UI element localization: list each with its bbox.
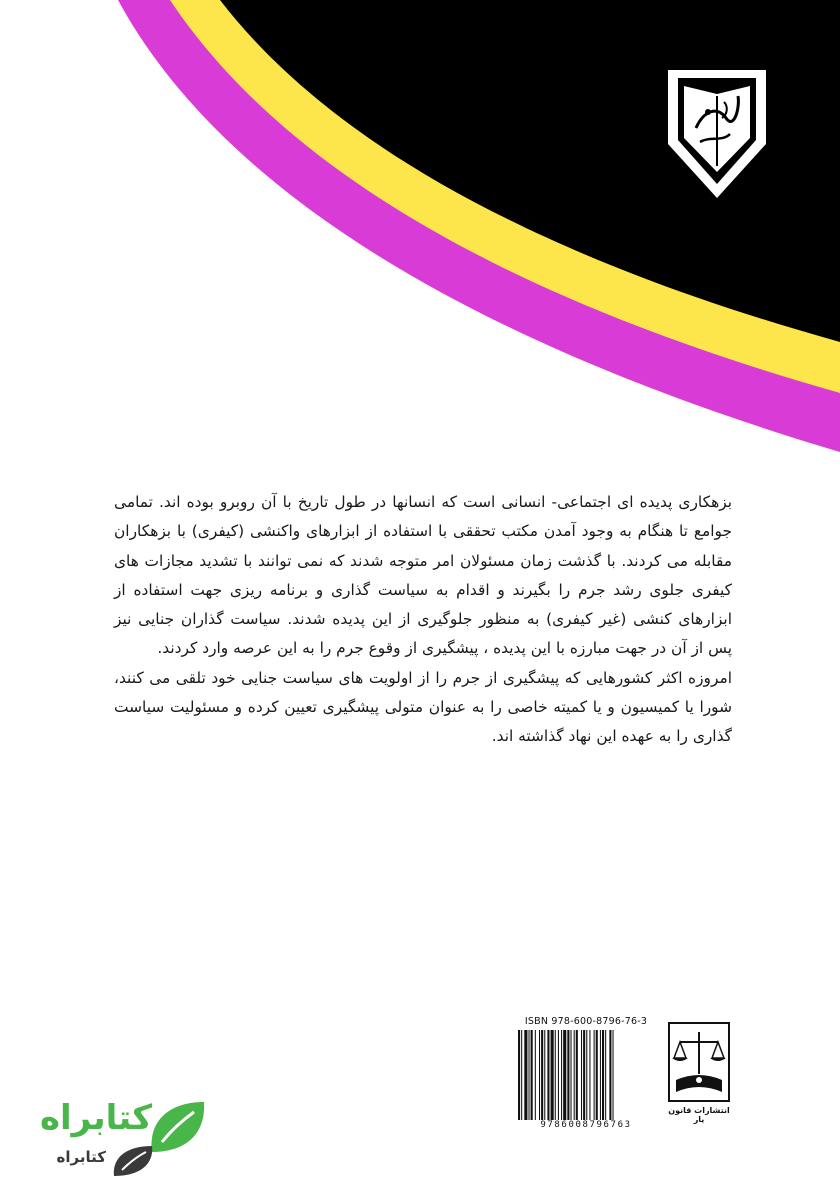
publisher-name: انتشارات قانون یار [668, 1106, 730, 1124]
scales-of-justice-book-icon [668, 1022, 730, 1102]
kitabrah-watermark [40, 1092, 210, 1184]
barcode-bars [516, 1030, 656, 1120]
open-book-shield-calligraphy-icon [664, 66, 770, 202]
watermark-text-small: کتابراه [56, 1148, 106, 1166]
isbn-barcode [512, 1016, 660, 1128]
cover-emblem-logo [664, 66, 770, 202]
watermark-text-large: کتابراه [39, 1098, 152, 1138]
back-cover-description [114, 488, 732, 752]
paragraph-1: بزهکاری پدیده ای اجتماعی- انسانی است که انسانها در طول تاریخ با آن روبرو بوده اند. تمامی جوامع تا هنگام به وجود آمدن مکتب تحققی با استفاده از ابزارهای واکنشی (کیفری) با بزهکاران مقابله می کردند. با گذشت زمان مسئولان امر متوجه شدند که نمی توانند با تشدید مجازات های کیفری جلوی رشد جرم را بگیرند و اقدام به سیاست گذاری و برنامه ریزی جهت استفاده از ابزارهای کنشی (غیر کیفری) به منظور جلوگیری از این پدیده شدند. سیاست گذاران جنایی نیز پس از آن در جهت مبارزه با این پدیده ، پیشگیری از وقوع جرم را به این عرصه وارد کردند. [114, 493, 732, 658]
paragraph-2: امروزه اکثر کشورهایی که پیشگیری از جرم را از اولویت های سیاست جنایی خود تلقی می کنند، شورا یا کمیسیون و یا کمیته خاصی را به عنوان متولی پیشگیری تعیین کرده و مسئولیت سیاست گذاری را به عهده این نهاد گذاشته اند. [114, 668, 732, 746]
leaf-outline-icon [110, 1142, 162, 1178]
isbn-digits: 9786008796763 [540, 1120, 632, 1130]
publisher-logo [668, 1022, 730, 1126]
isbn-label: ISBN 978-600-8796-76-3 [524, 1016, 648, 1027]
